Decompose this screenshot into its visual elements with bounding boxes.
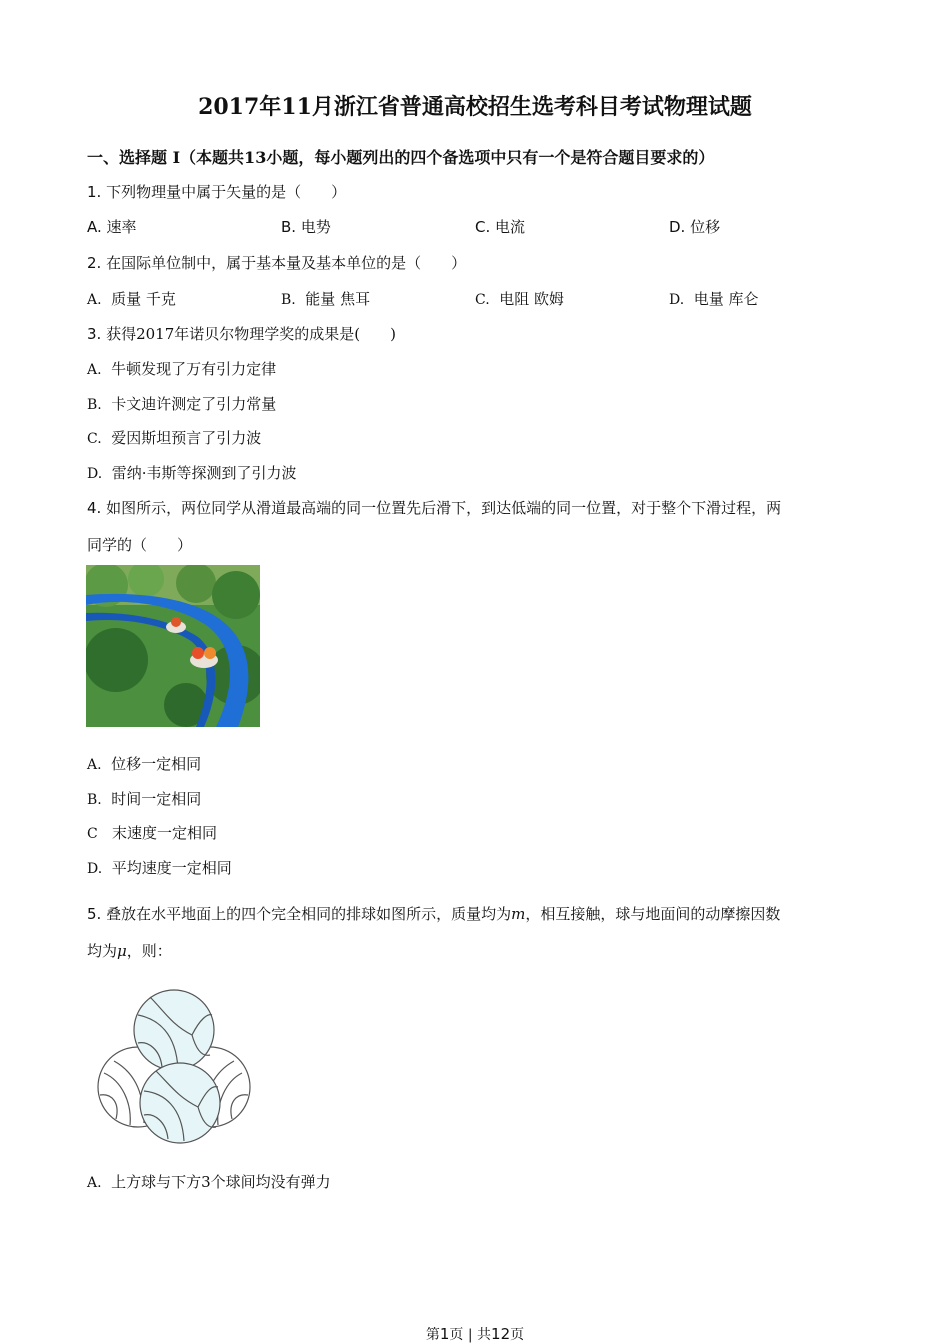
q3-option-a: [87, 358, 276, 379]
question-text: 均为: [87, 942, 118, 960]
volleyball-front: [140, 1063, 220, 1143]
q3-option-d: [87, 462, 297, 483]
q1-option-d: [669, 216, 720, 237]
q2-option-c: [475, 288, 564, 309]
option-letter: B.: [87, 792, 102, 808]
footer-total-prefix: 共: [477, 1327, 492, 1343]
question-text: 在国际单位制中，属于基本量及基本单位的是（ ）: [106, 254, 467, 272]
option-text: 位移: [690, 218, 721, 236]
question-4-stem: [87, 497, 781, 518]
option-letter: B.: [87, 397, 102, 413]
stacked-volleyballs-figure: [92, 985, 254, 1145]
question-2-stem: [87, 252, 466, 273]
q2-option-b: [281, 288, 370, 309]
question-number: 5.: [87, 905, 102, 923]
option-letter: C.: [475, 292, 490, 308]
option-letter: C.: [87, 431, 102, 447]
option-letter: A.: [87, 218, 102, 236]
q2-option-d: [669, 288, 759, 309]
q5-option-a: [87, 1171, 331, 1192]
footer-total-suffix: 页: [510, 1327, 525, 1343]
variable-mu: μ: [117, 942, 127, 960]
option-letter: A.: [87, 1175, 102, 1191]
option-text: 速率: [106, 218, 137, 236]
option-text: 质量 千克: [111, 290, 176, 308]
option-letter: A.: [87, 362, 102, 378]
option-text: 电流: [495, 218, 526, 236]
variable-m: m: [511, 905, 526, 923]
option-letter: A.: [87, 292, 102, 308]
option-letter: D.: [669, 218, 686, 236]
footer-page-prefix: 第: [425, 1327, 440, 1343]
option-letter: D.: [87, 466, 103, 482]
page-footer: [0, 1324, 950, 1344]
option-text: 上方球与下方3个球间均没有弹力: [111, 1173, 331, 1191]
rider: [171, 617, 181, 627]
option-letter: C.: [475, 218, 491, 236]
q2-option-a: [87, 288, 176, 309]
option-text: 电阻 欧姆: [499, 290, 564, 308]
question-number: 4.: [87, 499, 102, 517]
q1-option-a: [87, 216, 137, 237]
water-slide-photo: [86, 565, 260, 727]
option-text: 平均速度一定相同: [111, 859, 232, 877]
option-letter: C: [87, 826, 98, 842]
footer-total-number: 12: [491, 1325, 511, 1343]
option-text: 雷纳·韦斯等探测到了引力波: [111, 464, 297, 482]
q1-option-c: [475, 216, 525, 237]
question-text: 如图所示，两位同学从滑道最高端的同一位置先后滑下，到达低端的同一位置，对于整个下滑过程，两: [106, 499, 782, 517]
q4-option-c: [87, 822, 217, 843]
question-5-stem-continued: [87, 940, 172, 961]
option-letter: D.: [87, 861, 103, 877]
question-text: 叠放在水平地面上的四个完全相同的排球如图所示，质量均为: [106, 905, 512, 923]
question-3-stem: [87, 323, 396, 344]
option-text: 位移一定相同: [111, 755, 202, 773]
option-text: 卡文迪许测定了引力常量: [111, 395, 277, 413]
option-text: 爱因斯坦预言了引力波: [111, 429, 262, 447]
option-text: 电势: [300, 218, 331, 236]
q3-option-c: [87, 427, 261, 448]
question-number: 2.: [87, 254, 102, 272]
question-text: 获得2017年诺贝尔物理学奖的成果是( ): [106, 325, 396, 343]
q1-option-b: [281, 216, 331, 237]
page-title: 2017年11月浙江省普通高校招生选考科目考试物理试题: [198, 94, 752, 120]
q4-option-d: [87, 857, 232, 878]
question-number: 1.: [87, 183, 102, 201]
footer-page-mid: 页 |: [449, 1327, 473, 1343]
question-text: ，相互接触，球与地面间的动摩擦因数: [525, 905, 781, 923]
question-4-stem-continued: 同学的（ ）: [87, 536, 193, 554]
question-number: 3.: [87, 325, 102, 343]
option-text: 末速度一定相同: [112, 824, 218, 842]
option-text: 时间一定相同: [111, 790, 202, 808]
option-letter: D.: [669, 292, 685, 308]
volleyball-top: [134, 990, 214, 1070]
rider: [204, 647, 216, 659]
q3-option-b: [87, 393, 276, 414]
option-text: 电量 库仑: [693, 290, 759, 308]
option-letter: B.: [281, 218, 297, 236]
question-1-stem: [87, 181, 346, 202]
option-text: 能量 焦耳: [305, 290, 371, 308]
question-text: ，则：: [126, 942, 172, 960]
tree: [212, 571, 260, 619]
option-letter: A.: [87, 757, 102, 773]
section-heading: 一、选择题 I（本题共13小题，每小题列出的四个备选项中只有一个是符合题目要求的）: [87, 148, 715, 167]
tree: [86, 628, 148, 692]
question-text: 下列物理量中属于矢量的是（ ）: [106, 183, 347, 201]
q4-option-a: [87, 753, 201, 774]
option-letter: B.: [281, 292, 296, 308]
question-5-stem: [87, 903, 780, 924]
rider: [192, 647, 204, 659]
q4-option-b: [87, 788, 201, 809]
option-text: 牛顿发现了万有引力定律: [111, 360, 277, 378]
footer-page-number: 1: [439, 1325, 450, 1343]
